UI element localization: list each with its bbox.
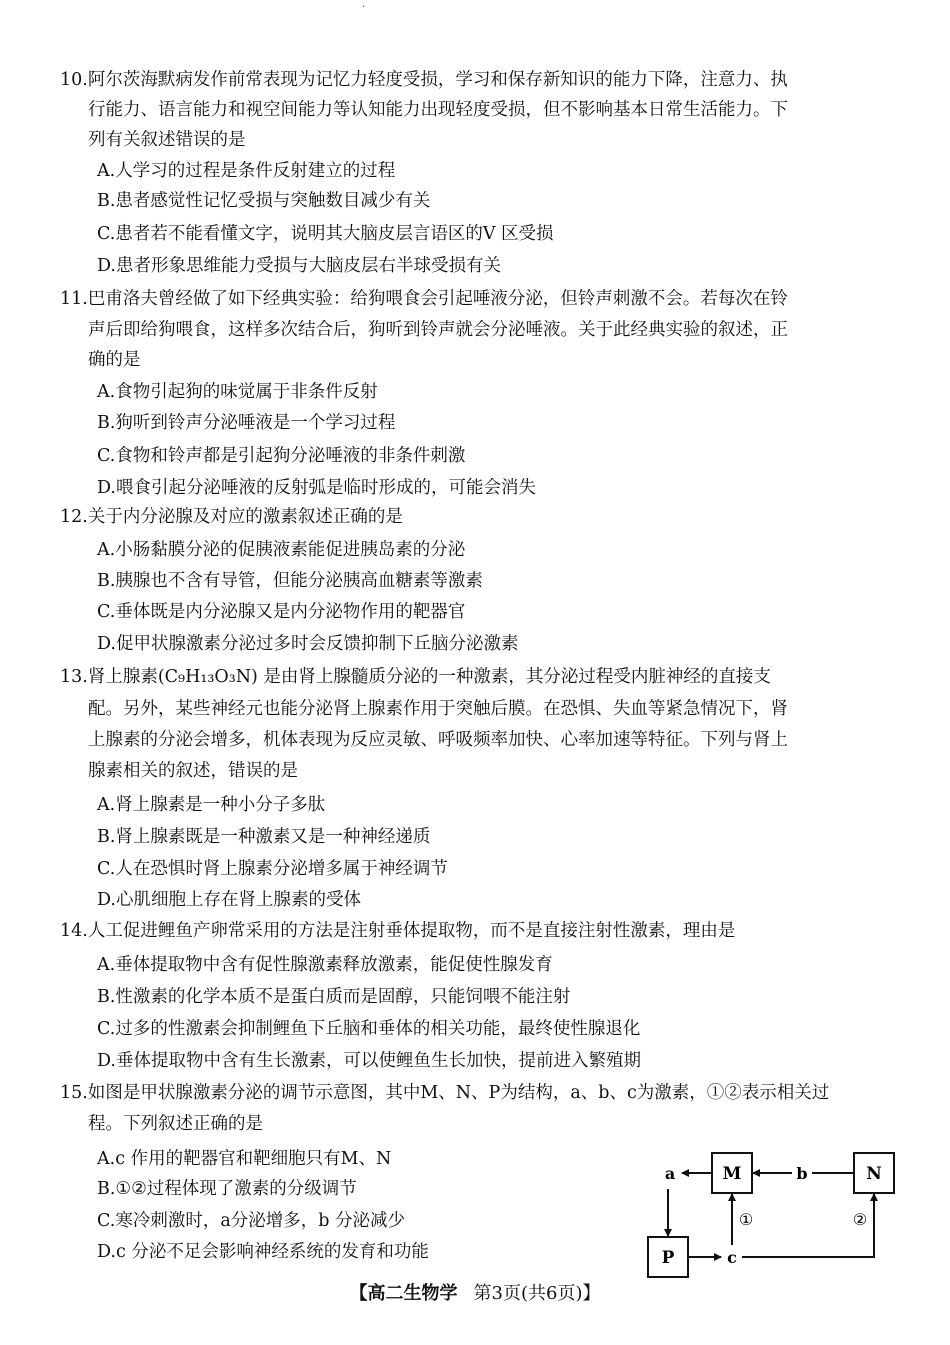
footer-page-number: 第3页(共6页)】: [473, 1283, 601, 1304]
q13-option-c: C.人在恐惧时肾上腺素分泌增多属于神经调节: [97, 859, 448, 879]
q12-option-a: A.小肠黏膜分泌的促胰液素能促进胰岛素的分泌: [97, 540, 466, 560]
q13-stem-line-3: 上腺素的分泌会增多，机体表现为反应灵敏、呼吸频率加快、心率加速等特征。下列与肾上: [88, 730, 788, 750]
q11-option-a: A.食物引起狗的味觉属于非条件反射: [97, 382, 378, 402]
label-process-2: ②: [852, 1210, 868, 1229]
q11-option-c: C.食物和铃声都是引起狗分泌唾液的非条件刺激: [97, 446, 466, 466]
thyroid-regulation-diagram: [640, 1145, 900, 1285]
q12-option-c: C.垂体既是内分泌腺又是内分泌物作用的靶器官: [97, 602, 466, 622]
q10-option-a: A.人学习的过程是条件反射建立的过程: [97, 161, 396, 181]
q12-option-b: B.胰腺也不含有导管，但能分泌胰高血糖素等激素: [97, 571, 483, 591]
q15-option-a: A.c 作用的靶器官和靶细胞只有M、N: [97, 1149, 392, 1169]
q11-stem-line-2: 声后即给狗喂食，这样多次结合后，狗听到铃声就会分泌唾液。关于此经典实验的叙述，正: [88, 320, 788, 340]
q11-option-b: B.狗听到铃声分泌唾液是一个学习过程: [97, 413, 396, 433]
q15-stem-line-1: 15.如图是甲状腺激素分泌的调节示意图，其中M、N、P为结构，a、b、c为激素，①②表示相关过: [60, 1083, 830, 1103]
q10-option-c: C.患者若不能看懂文字，说明其大脑皮层言语区的V 区受损: [97, 224, 554, 244]
q14-stem-line-1: 14.人工促进鲤鱼产卵常采用的方法是注射垂体提取物，而不是直接注射性激素，理由是: [60, 921, 736, 941]
label-process-1: ①: [738, 1210, 754, 1229]
box-m-label: M: [722, 1164, 742, 1184]
q15-option-b: B.①②过程体现了激素的分级调节: [97, 1179, 357, 1199]
q10-option-b: B.患者感觉性记忆受损与突触数目减少有关: [97, 191, 431, 211]
q11-option-d: D.喂食引起分泌唾液的反射弧是临时形成的，可能会消失: [97, 478, 536, 498]
q13-option-a: A.肾上腺素是一种小分子多肽: [97, 795, 326, 815]
label-c: c: [727, 1248, 737, 1267]
q15-option-d: D.c 分泌不足会影响神经系统的发育和功能: [97, 1242, 429, 1262]
q12-stem-line-1: 12.关于内分泌腺及对应的激素叙述正确的是: [60, 507, 403, 527]
header-mark: ·: [362, 2, 366, 13]
q14-option-a: A.垂体提取物中含有促性腺激素释放激素，能促使性腺发育: [97, 955, 553, 975]
label-b: b: [796, 1164, 808, 1183]
q14-option-d: D.垂体提取物中含有生长激素，可以使鲤鱼生长加快，提前进入繁殖期: [97, 1051, 641, 1071]
q10-stem-line-3: 列有关叙述错误的是: [88, 130, 246, 150]
q11-stem-line-1: 11.巴甫洛夫曾经做了如下经典实验：给狗喂食会引起唾液分泌，但铃声刺激不会。若每次在铃: [60, 289, 788, 309]
footer-subject: 【高二生物学: [349, 1283, 458, 1304]
q10-stem-line-1: 10.阿尔茨海默病发作前常表现为记忆力轻度受损，学习和保存新知识的能力下降，注意力、执: [60, 70, 788, 90]
q12-option-d: D.促甲状腺激素分泌过多时会反馈抑制下丘脑分泌激素: [97, 634, 519, 654]
q15-stem-line-2: 程。下列叙述正确的是: [88, 1114, 263, 1134]
q15-option-c: C.寒冷刺激时，a分泌增多，b 分泌减少: [97, 1211, 406, 1231]
q10-option-d: D.患者形象思维能力受损与大脑皮层右半球受损有关: [97, 256, 501, 276]
page-footer: [0, 1282, 950, 1306]
q13-option-b: B.肾上腺素既是一种激素又是一种神经递质: [97, 827, 431, 847]
q11-stem-line-3: 确的是: [88, 350, 141, 370]
q13-stem-line-4: 腺素相关的叙述，错误的是: [88, 761, 298, 781]
q14-option-b: B.性激素的化学本质不是蛋白质而是固醇，只能饲喂不能注射: [97, 987, 571, 1007]
q14-option-c: C.过多的性激素会抑制鲤鱼下丘脑和垂体的相关功能，最终使性腺退化: [97, 1019, 641, 1039]
q10-stem-line-2: 行能力、语言能力和视空间能力等认知能力出现轻度受损，但不影响基本日常生活能力。下: [88, 100, 788, 120]
label-a: a: [664, 1164, 676, 1183]
q13-stem-line-2: 配。另外，某些神经元也能分泌肾上腺素作用于突触后膜。在恐惧、失血等紧急情况下，肾: [88, 699, 788, 719]
q13-stem-line-1: 13.肾上腺素(C₉H₁₃O₃N) 是由肾上腺髓质分泌的一种激素，其分泌过程受内脏神经的直接支: [60, 667, 771, 687]
box-p-label: P: [661, 1248, 675, 1268]
box-n-label: N: [866, 1164, 882, 1184]
q13-option-d: D.心肌细胞上存在肾上腺素的受体: [97, 890, 361, 910]
